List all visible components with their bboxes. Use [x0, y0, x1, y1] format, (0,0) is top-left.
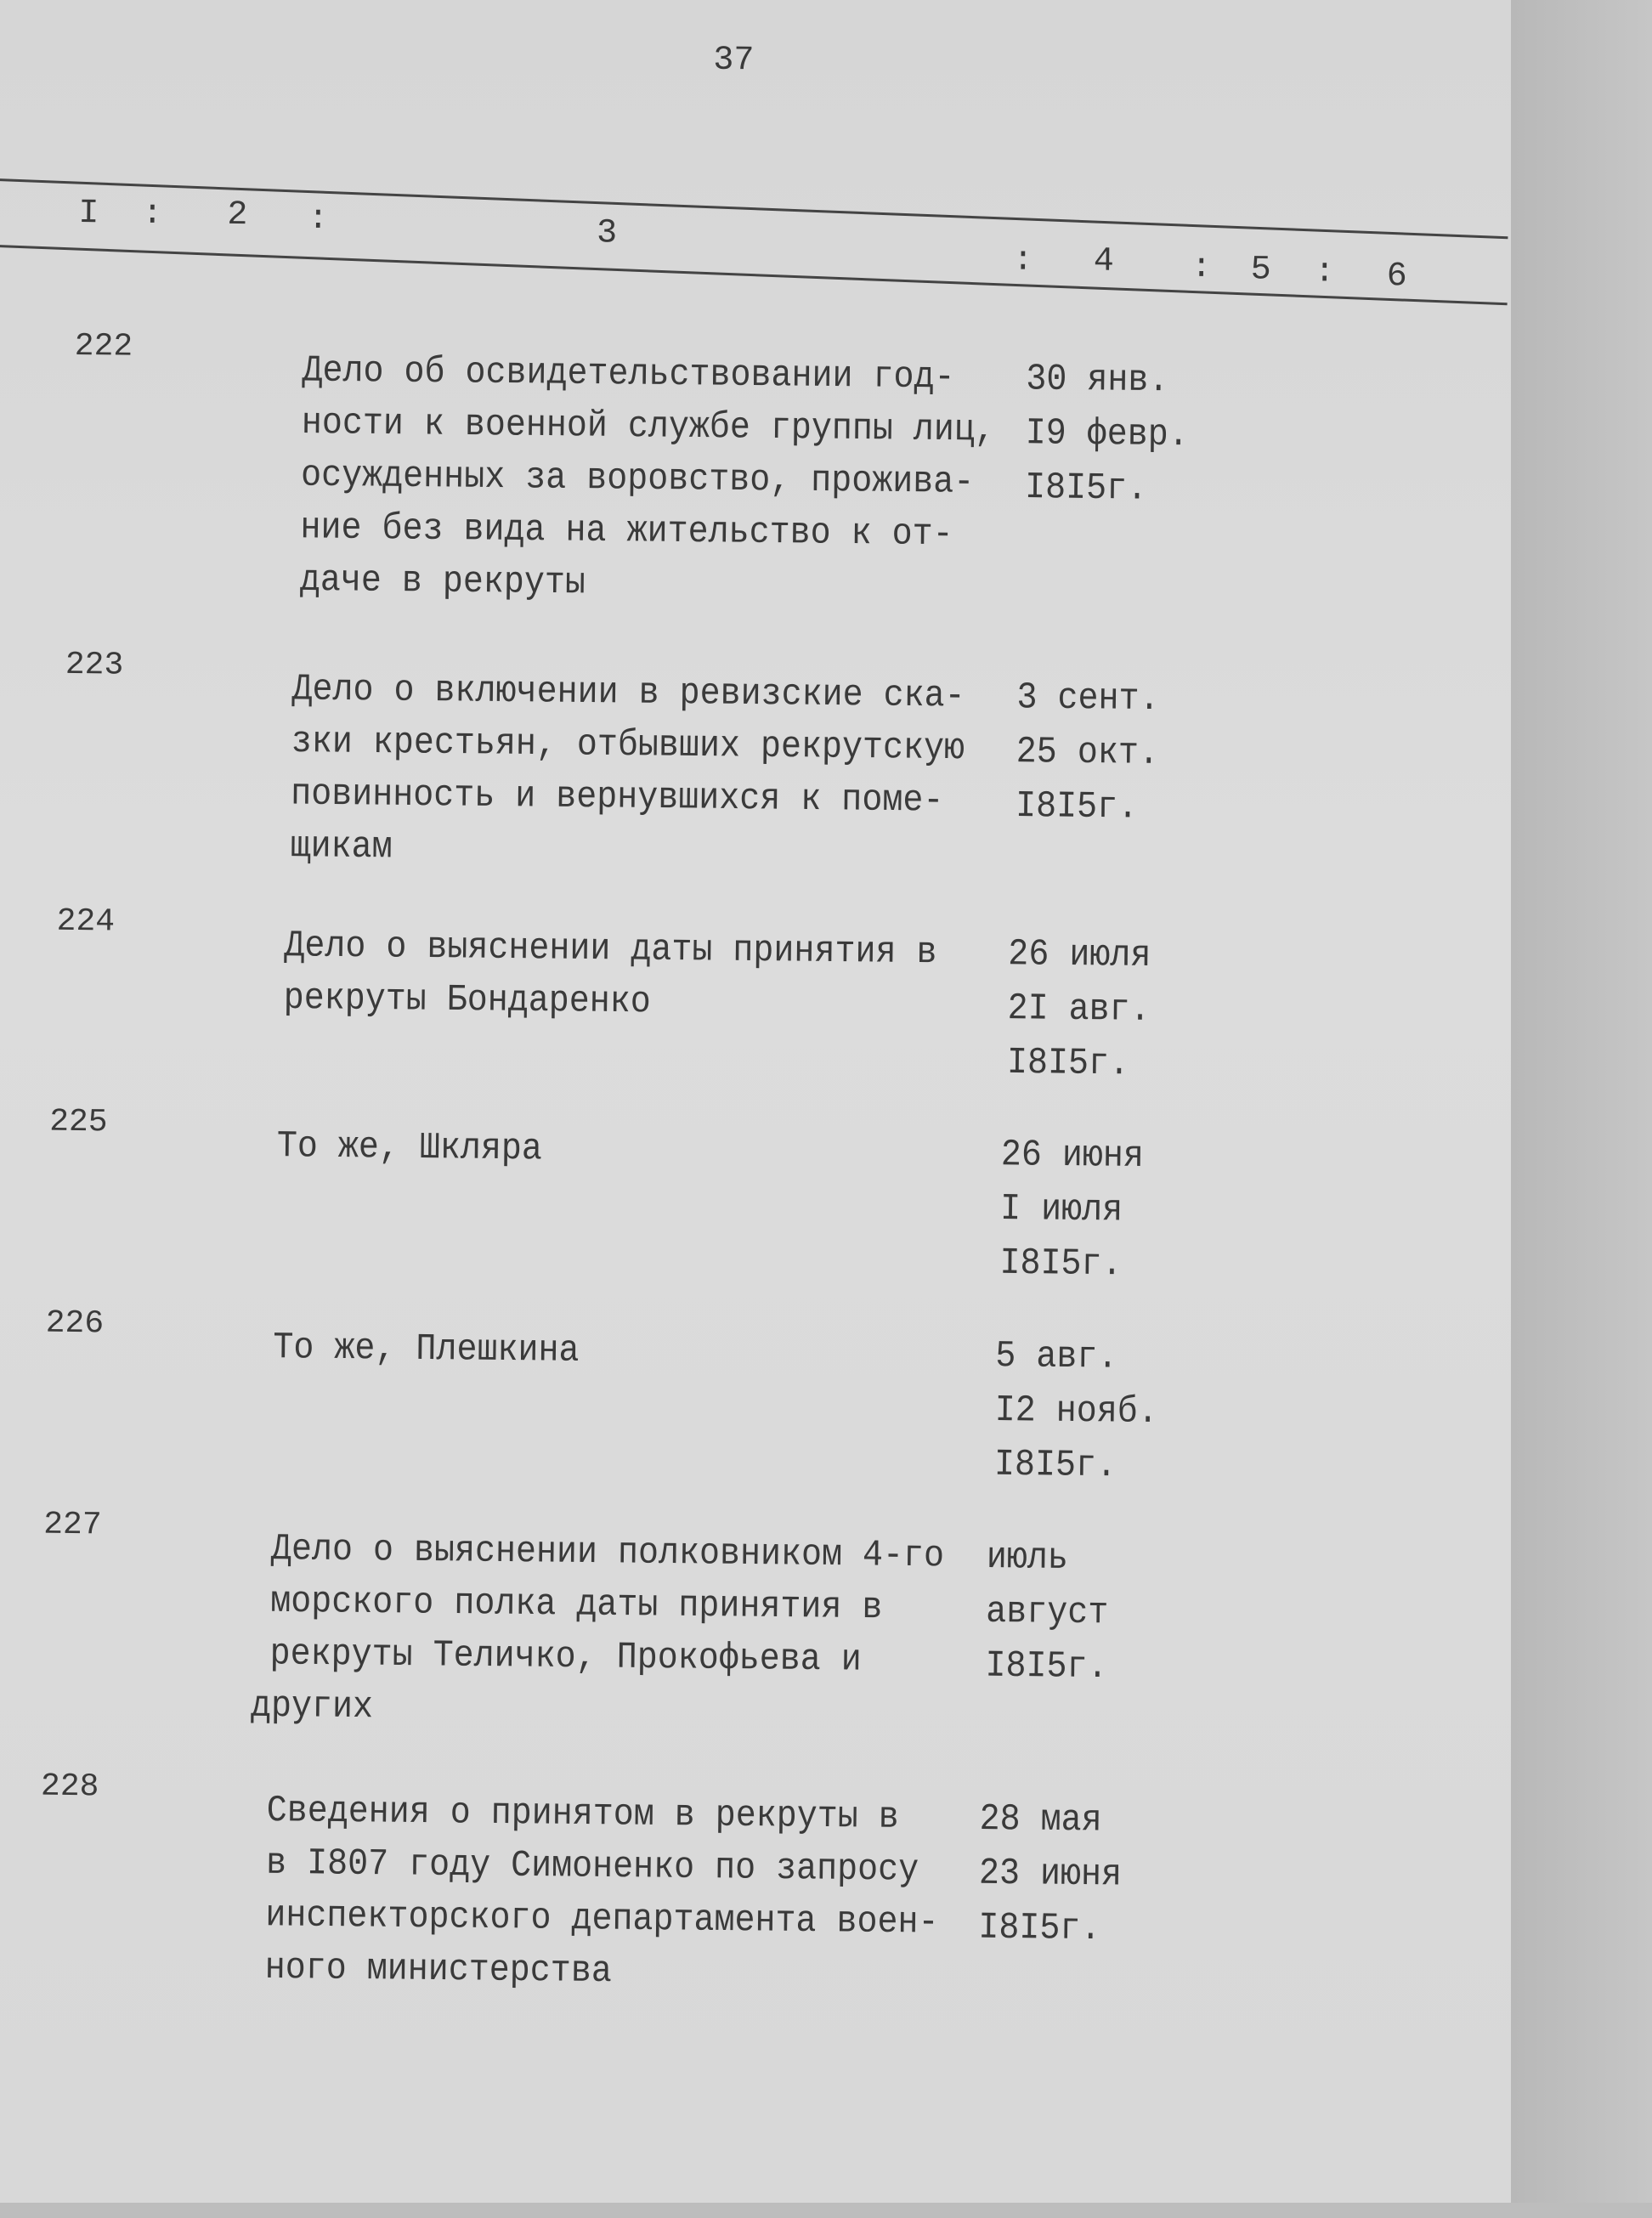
description-line: ного министерства: [264, 1947, 613, 1994]
item-dates: [1016, 672, 1160, 836]
description-line: То же, Плешкина: [273, 1327, 580, 1373]
item-number: 224: [56, 902, 116, 941]
list-item: [0, 1506, 1495, 1729]
date-line: 3 сент.: [1016, 677, 1160, 721]
date-line: 26 июля: [1008, 934, 1151, 978]
header-col-5: 5: [1250, 251, 1272, 290]
item-number: 225: [48, 1103, 108, 1141]
date-line: I8I5г.: [993, 1444, 1117, 1488]
description-line: ние без вида на жительство к от-: [300, 507, 953, 557]
description-line: Сведения о принятом в рекруты в: [266, 1790, 900, 1840]
date-line: 28 мая: [979, 1798, 1102, 1842]
header-separator: :: [308, 200, 329, 240]
header-separator: :: [1012, 241, 1034, 280]
description-line: инспекторского департамента воен-: [265, 1895, 939, 1944]
date-line: 23 июня: [978, 1853, 1123, 1897]
item-dates: [1025, 354, 1190, 518]
header-separator: :: [142, 195, 163, 235]
description-line: То же, Шкляра: [276, 1125, 543, 1171]
item-dates: [1007, 928, 1151, 1092]
list-item: [0, 327, 1508, 605]
item-number: 222: [74, 327, 133, 365]
date-line: I2 нояб.: [994, 1389, 1158, 1434]
description-line: Дело о выяснении полковником 4-го: [270, 1528, 945, 1578]
item-description: [277, 1121, 543, 1176]
item-number: 226: [45, 1304, 105, 1343]
item-dates: [985, 1531, 1109, 1695]
description-line: осужденных за воровство, прожива-: [300, 455, 975, 505]
date-line: I8I5г.: [985, 1645, 1108, 1689]
list-item: [0, 646, 1504, 869]
date-line: август: [985, 1591, 1109, 1635]
date-line: июль: [986, 1536, 1069, 1581]
item-number: 223: [65, 646, 124, 684]
date-line: I8I5г.: [999, 1242, 1123, 1287]
date-line: I8I5г.: [978, 1907, 1101, 1951]
description-line: Дело о включении в ревизские ска-: [291, 669, 965, 718]
item-number: 227: [42, 1506, 102, 1544]
description-line: других: [250, 1685, 374, 1729]
description-line: зки крестьян, отбывших рекрутскую: [291, 721, 965, 771]
item-description: [273, 1322, 580, 1378]
item-dates: [994, 1330, 1159, 1494]
description-line: Дело о выяснении даты принятия в: [284, 925, 937, 975]
description-line: в I807 году Симоненко по запросу: [265, 1842, 919, 1893]
date-line: I8I5г.: [1006, 1042, 1130, 1086]
page-number: 37: [713, 41, 755, 81]
description-line: Дело об освидетельствовании год-: [302, 350, 955, 399]
list-item: [0, 1768, 1492, 1994]
header-separator: :: [1191, 248, 1213, 287]
description-line: даче в рекруты: [299, 559, 586, 605]
date-line: I июля: [999, 1188, 1123, 1232]
item-description: [264, 1785, 940, 2002]
description-line: ности к военной службе группы лиц,: [301, 402, 996, 452]
header-col-3: 3: [596, 214, 618, 253]
header-col-1: I: [78, 194, 99, 234]
list-item: [0, 1103, 1499, 1287]
header-col-2: 2: [227, 195, 248, 235]
item-description: [283, 921, 936, 1033]
date-line: 5 авг.: [995, 1335, 1118, 1379]
list-item: [0, 1304, 1497, 1488]
description-line: повинность и вернувшихся к поме-: [290, 773, 944, 823]
date-line: 25 окт.: [1016, 731, 1160, 776]
description-line: щикам: [290, 825, 393, 869]
header-separator: :: [1314, 253, 1335, 292]
page-edge-background: [1511, 0, 1652, 2203]
item-description: [290, 665, 965, 881]
item-dates: [978, 1793, 1123, 1957]
item-description: [250, 1524, 945, 1740]
date-line: I8I5г.: [1015, 785, 1139, 829]
date-line: 2I авг.: [1007, 987, 1151, 1033]
header-col-4: 4: [1093, 242, 1115, 281]
item-number: 228: [40, 1768, 99, 1806]
table-header-bottom-rule: [0, 245, 1508, 305]
list-item: [0, 902, 1502, 1086]
description-line: морского полка даты принятия в: [270, 1581, 883, 1630]
date-line: 30 янв.: [1026, 359, 1169, 403]
item-dates: [999, 1129, 1144, 1293]
date-line: I9 февр.: [1025, 413, 1189, 457]
description-line: рекруты Теличко, Прокофьева и: [269, 1633, 862, 1682]
item-description: [300, 346, 996, 615]
date-line: 26 июня: [1000, 1134, 1145, 1179]
description-line: рекруты Бондаренко: [283, 977, 652, 1024]
header-col-6: 6: [1386, 257, 1407, 297]
date-line: I8I5г.: [1024, 467, 1148, 511]
